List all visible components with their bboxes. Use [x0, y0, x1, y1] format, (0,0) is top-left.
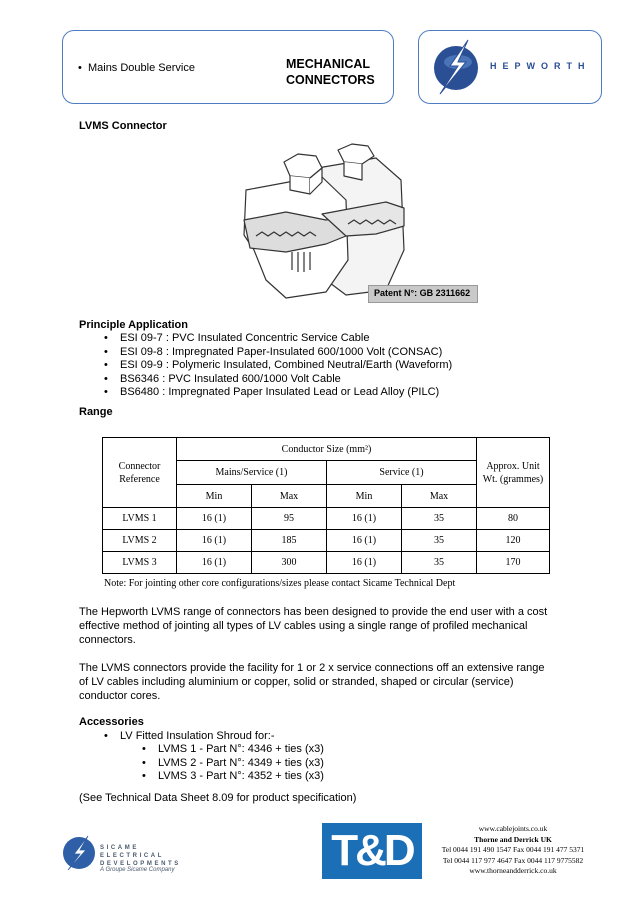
table-cell: 16 (1): [327, 552, 402, 574]
list-item: • LVMS 3 - Part N°: 4352 + ties (x3): [142, 770, 502, 784]
hepworth-logo-icon: [428, 38, 484, 96]
table-cell: 16 (1): [327, 508, 402, 530]
table-header-service: Service (1): [327, 461, 477, 485]
table-header-min: Min: [327, 485, 402, 508]
connector-illustration: [226, 140, 416, 300]
table-cell: 35: [402, 530, 477, 552]
table-header-reference: Connector Reference: [103, 438, 177, 508]
table-cell: 95: [252, 508, 327, 530]
table-cell: 16 (1): [177, 508, 252, 530]
footer-web-link[interactable]: www.cablejoints.co.uk: [478, 824, 548, 833]
table-cell: 35: [402, 552, 477, 574]
list-item: • BS6346 : PVC Insulated 600/1000 Volt Cable: [104, 373, 564, 387]
td-logo-text: T&D: [331, 826, 413, 875]
table-header-max: Max: [402, 485, 477, 508]
table-cell: 16 (1): [327, 530, 402, 552]
table-cell: LVMS 2: [103, 530, 177, 552]
table-row: [103, 530, 550, 552]
table-header-mains: Mains/Service (1): [177, 461, 327, 485]
table-cell: 300: [252, 552, 327, 574]
table-row: [103, 552, 550, 574]
footer-tel-2: Tel 0044 117 977 4647 Fax 0044 117 9775582: [442, 855, 584, 865]
list-item: • LVMS 2 - Part N°: 4349 + ties (x3): [142, 757, 502, 771]
table-header-size: Conductor Size (mm²): [177, 438, 477, 461]
table-note: Note: For jointing other core configurations/sizes please contact Sicame Technical Dept: [104, 578, 456, 589]
application-heading: Principle Application: [79, 319, 188, 331]
table-header-max: Max: [252, 485, 327, 508]
table-cell: 35: [402, 508, 477, 530]
list-item: • BS6480 : Impregnated Paper Insulated Lead or Lead Alloy (PILC): [104, 386, 564, 400]
paragraph-2: The LVMS connectors provide the facility for 1 or 2 x service connections off an extensive range of LV cables including aluminium or copper, solid or stranded, shaped or circular (service) conductor cores.: [79, 662, 545, 702]
header-bullet: • Mains Double Service: [78, 62, 195, 74]
list-item: • LVMS 1 - Part N°: 4346 + ties (x3): [142, 743, 502, 757]
footer-web-link[interactable]: www.thorneandderrick.co.uk: [469, 866, 557, 875]
application-list: [104, 332, 564, 400]
see-also-note: (See Technical Data Sheet 8.09 for product specification): [79, 792, 357, 804]
sicame-logo-text: SICAME ELECTRICAL DEVELOPMENTS: [100, 845, 181, 867]
product-heading: LVMS Connector: [79, 120, 167, 132]
td-logo: [322, 823, 422, 879]
list-item: • LV Fitted Insulation Shroud for:-: [104, 730, 504, 744]
table-cell: 185: [252, 530, 327, 552]
table-header-min: Min: [177, 485, 252, 508]
header-title: MECHANICAL CONNECTORS: [286, 57, 375, 87]
table-cell: 80: [477, 508, 550, 530]
table-cell: 16 (1): [177, 530, 252, 552]
list-item: • ESI 09-8 : Impregnated Paper-Insulated 600/1000 Volt (CONSAC): [104, 346, 564, 360]
range-table: [102, 437, 550, 574]
table-cell: LVMS 1: [103, 508, 177, 530]
table-cell: 120: [477, 530, 550, 552]
list-item: • ESI 09-7 : PVC Insulated Concentric Service Cable: [104, 332, 564, 346]
list-item: • ESI 09-9 : Polymeric Insulated, Combined Neutral/Earth (Waveform): [104, 359, 564, 373]
table-cell: 16 (1): [177, 552, 252, 574]
table-cell: 170: [477, 552, 550, 574]
footer-company: Thorne and Derrick UK: [474, 834, 552, 844]
sicame-tagline: A Groupe Sicame Company: [100, 867, 175, 873]
table-row: [103, 508, 550, 530]
accessories-heading: Accessories: [79, 716, 144, 728]
footer-tel-1: Tel 0044 191 490 1547 Fax 0044 191 477 5371: [441, 845, 585, 854]
accessories-sublist: [142, 743, 502, 784]
patent-label: Patent N°: GB 2311662: [374, 288, 471, 298]
footer-contact: [420, 824, 606, 877]
sicame-logo-icon: [60, 832, 98, 872]
header-bullet-text: Mains Double Service: [87, 62, 195, 74]
range-heading: Range: [79, 406, 113, 418]
hepworth-logo-text: HEPWORTH: [490, 61, 591, 71]
paragraph-1: The Hepworth LVMS range of connectors has been designed to provide the end user with a cost effective method of jointing all types of LV cables using a single range of profiled mechanical connectors.: [79, 606, 548, 646]
accessories-list: [104, 730, 504, 744]
table-header-weight: Approx. Unit Wt. (grammes): [477, 438, 550, 508]
table-cell: LVMS 3: [103, 552, 177, 574]
